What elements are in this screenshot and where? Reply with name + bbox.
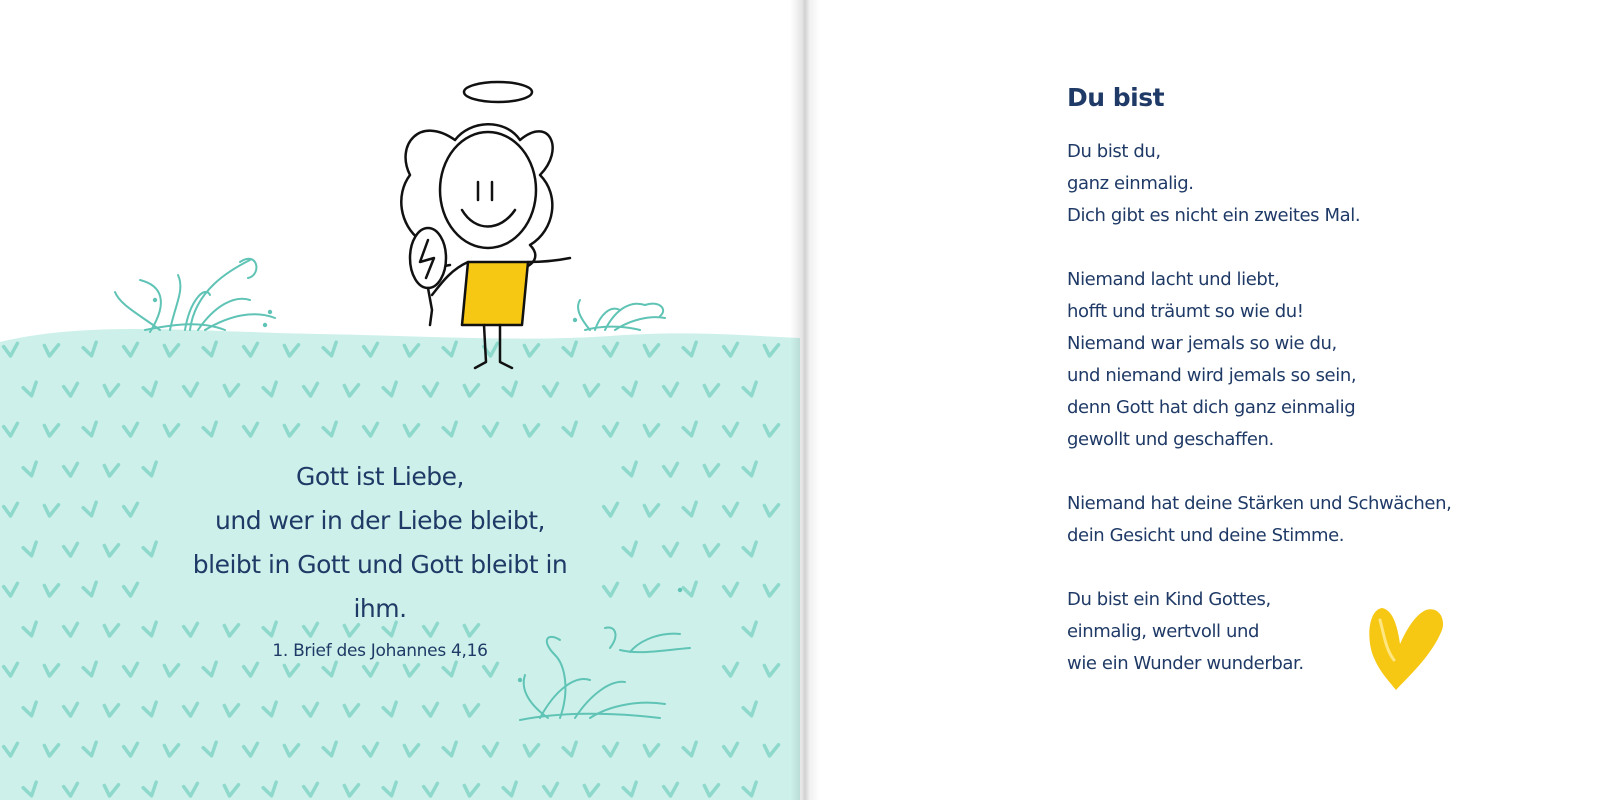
verse-line-2: und wer in der Liebe bleibt, — [215, 506, 545, 535]
poem-line: Niemand war jemals so wie du, — [1067, 333, 1337, 354]
right-page — [800, 0, 1600, 800]
yellow-dress — [462, 262, 528, 325]
face — [440, 132, 536, 248]
halo-icon — [464, 82, 532, 102]
poem-line: denn Gott hat dich ganz einmalig — [1067, 397, 1356, 418]
poem-line: Niemand hat deine Stärken und Schwächen, — [1067, 493, 1452, 514]
yellow-heart-icon — [1360, 600, 1460, 700]
stanza-3 — [1067, 488, 1487, 552]
poem-line: gewollt und geschaffen. — [1067, 429, 1274, 450]
stanza-2 — [1067, 264, 1487, 456]
poem-line: ganz einmalig. — [1067, 173, 1194, 194]
poem-line: wie ein Wunder wunderbar. — [1067, 653, 1304, 674]
poem-line: dein Gesicht und deine Stimme. — [1067, 525, 1345, 546]
poem-line: und niemand wird jemals so sein, — [1067, 365, 1357, 386]
poem-line: hofft und träumt so wie du! — [1067, 301, 1304, 322]
poem-line: Dich gibt es nicht ein zweites Mal. — [1067, 205, 1361, 226]
poem-line: Du bist ein Kind Gottes, — [1067, 589, 1271, 610]
poem-line: einmalig, wertvoll und — [1067, 621, 1260, 642]
grass-tuft-left — [115, 259, 275, 332]
poem-title: Du bist — [1067, 83, 1165, 112]
poem-line: Du bist du, — [1067, 141, 1161, 162]
verse-line-1: Gott ist Liebe, — [296, 462, 464, 491]
verse-reference: 1. Brief des Johannes 4,16 — [272, 641, 488, 661]
poem-line: Niemand lacht und liebt, — [1067, 269, 1280, 290]
grass-tuft-right — [574, 300, 665, 330]
mirror-icon — [410, 228, 446, 288]
angel-girl-figure — [401, 82, 570, 368]
bible-verse — [170, 455, 590, 663]
verse-line-3: bleibt in Gott und Gott bleibt in ihm. — [192, 550, 568, 623]
stanza-1 — [1067, 136, 1487, 232]
